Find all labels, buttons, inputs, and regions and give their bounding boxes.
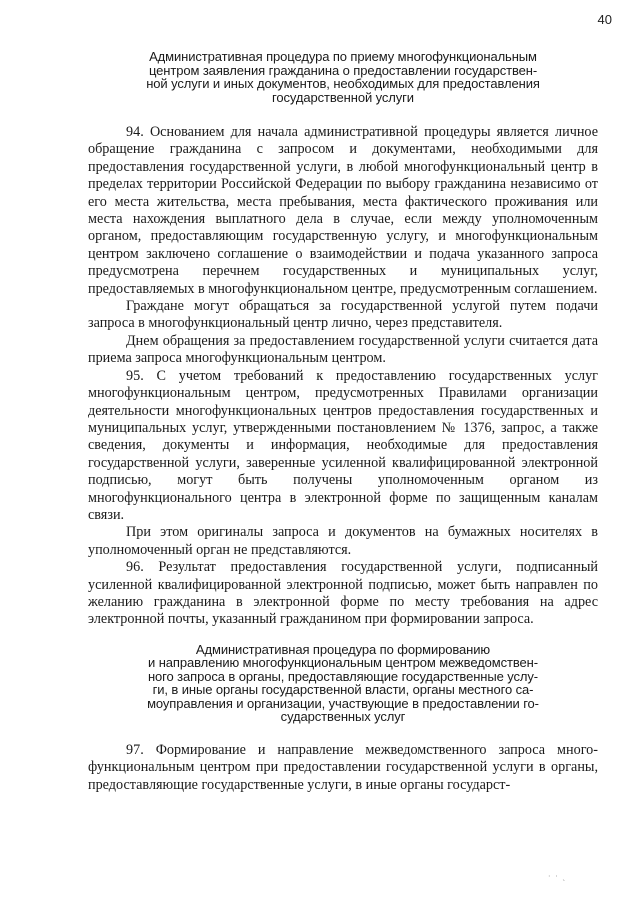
heading-line: ного запроса в органы, предоставляющие государственные услу- bbox=[147, 668, 539, 684]
heading-line: центром заявления гражданина о предоставлении государствен- bbox=[148, 62, 538, 78]
heading-line: сударственных услуг bbox=[280, 709, 406, 725]
heading-line: ной услуги и иных документов, необходимых для предоставления bbox=[146, 76, 540, 91]
paragraph-date-of-application: Днем обращения за предоставлением государственной услуги считается дата приема запроса многофункциональным центром. bbox=[88, 332, 598, 367]
paragraph-citizens-apply: Граждане могут обращаться за государственной услугой путем подачи запроса в многофункциональный центр лично, через представителя. bbox=[88, 298, 598, 332]
heading-line: ги, в иные органы государственной власти, органы местного са- bbox=[152, 682, 534, 698]
heading-line: Административная процедура по приему многофункциональным bbox=[149, 49, 537, 64]
heading-line: Административная процедура по формированию bbox=[195, 641, 491, 657]
heading-line: моуправления и организации, участвующие в предоставлении го- bbox=[147, 695, 539, 711]
scan-speck-mark: · · ˎ bbox=[548, 872, 568, 881]
paragraph-94: 94. Основанием для начала административной процедуры является личное обращение гражданина с запросом и документами, необходимыми для предоставления государственной услуги, в любой многофункциональный центр в пределах территории Российской Федерации по выбору гражданина независимо от его места жительства, места пребывания, места фактического проживания или места нахождения выплатного дела в случае, если между уполномоченным органом, предоставляющим государственную услугу, и многофункциональным центром заключено соглашение о взаимодействии и подача указанного запроса предусмотрена перечнем государственных и муниципальных услуг, предоставляемых в многофункциональном центре, предусмотренным соглашением. bbox=[88, 124, 598, 297]
paragraph-96: 96. Результат предоставления государственной услуги, подписанный усиленной квалифицированной электронной подписью, может быть направлен по желанию гражданина в электронной форме по месту требования на адрес электронной почты, указанный гражданином при формировании запроса. bbox=[88, 559, 598, 628]
paragraph-originals: При этом оригиналы запроса и документов на бумажных носителях в уполномоченный орган не представляются. bbox=[88, 524, 598, 558]
document-body bbox=[88, 50, 598, 794]
paragraph-97: 97. Формирование и направление межведомственного запроса многофункциональным центром при предоставлении государственной услуги в органы, предоставляющие государственные услуги, в иные органы государст- bbox=[88, 741, 598, 793]
section-heading-reception bbox=[116, 50, 570, 104]
heading-line: и направлению многофункциональным центром межведомствен- bbox=[148, 655, 538, 671]
paragraph-95: 95. С учетом требований к предоставлению государственных услуг многофункциональным центром, предусмотренных Правилами организации деятельности многофункциональных центров предоставления государственных и муниципальных услуг, утвержденными постановлением № 1376, запрос, а также сведения, документы и информация, необходимые для предоставления государственной услуги, заверенные усиленной квалифицированной электронной подписью, могут быть получены уполномоченным органом из многофункционального центра в электронной форме по защищенным каналам связи. bbox=[88, 367, 598, 523]
heading-line: государственной услуги bbox=[272, 89, 414, 105]
section-heading-interagency-request bbox=[116, 643, 570, 724]
page-number: 40 bbox=[597, 12, 612, 27]
